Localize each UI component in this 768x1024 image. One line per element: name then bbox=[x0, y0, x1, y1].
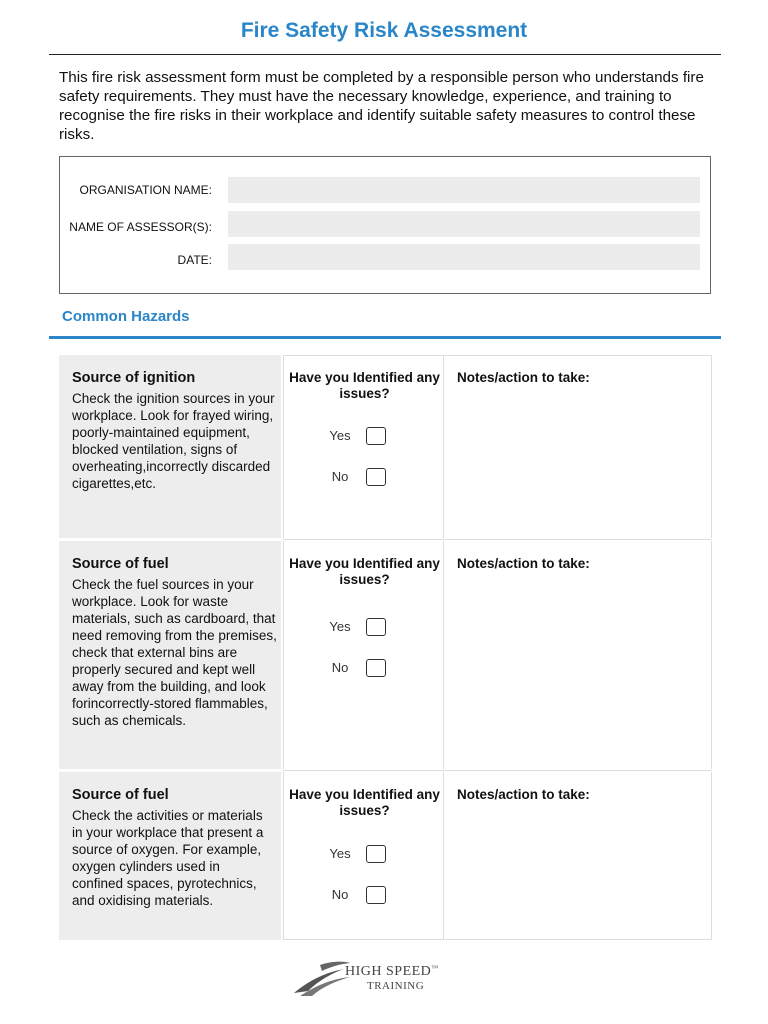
no-checkbox[interactable] bbox=[366, 468, 386, 486]
organisation-name-label: ORGANISATION NAME: bbox=[79, 183, 212, 197]
no-label: No bbox=[331, 660, 349, 675]
section-divider bbox=[49, 336, 721, 339]
hazard-title: Source of fuel bbox=[72, 787, 169, 803]
date-input[interactable] bbox=[228, 244, 700, 270]
page-title: Fire Safety Risk Assessment bbox=[240, 19, 528, 42]
row-divider bbox=[283, 539, 712, 540]
hazard-title: Source of ignition bbox=[72, 370, 196, 386]
hazard-info-cell bbox=[59, 355, 281, 538]
date-label: DATE: bbox=[177, 253, 212, 267]
yes-checkbox[interactable] bbox=[366, 618, 386, 636]
hazards-table bbox=[59, 355, 712, 940]
notes-label: Notes/action to take: bbox=[457, 787, 590, 802]
brand-name: HIGH SPEED™ bbox=[345, 964, 439, 979]
yes-checkbox[interactable] bbox=[366, 845, 386, 863]
yes-label: Yes bbox=[329, 428, 351, 443]
intro-paragraph: This fire risk assessment form must be completed by a responsible person who understands fire safety requirements. They must have the necessary knowledge, experience, and training to recognise the fire risks in their workplace and identify suitable safety measures to control these risks. bbox=[59, 69, 704, 143]
hazard-info-cell bbox=[59, 772, 281, 940]
yes-label: Yes bbox=[329, 846, 351, 861]
hazard-row bbox=[59, 541, 712, 769]
row-divider bbox=[283, 355, 712, 356]
hazard-row bbox=[59, 355, 712, 538]
hazard-description: Check the activities or materials in your workplace that present a source of oxygen. For example, oxygen cylinders used in confined spaces, pyrotechnics, and oxidising materials. bbox=[72, 808, 264, 908]
title-divider bbox=[49, 54, 721, 55]
hazard-description: Check the ignition sources in your workplace. Look for frayed wiring, poorly-maintained equipment, blocked ventilation, signs of overheating,incorrectly discarded cigarettes,etc. bbox=[72, 391, 275, 491]
hazard-title: Source of fuel bbox=[72, 556, 169, 572]
assessment-info-box bbox=[59, 156, 711, 294]
notes-label: Notes/action to take: bbox=[457, 556, 590, 571]
brand-subtitle: TRAINING bbox=[367, 980, 425, 992]
issues-question: Have you Identified any issues? bbox=[289, 787, 440, 818]
no-label: No bbox=[331, 469, 349, 484]
issues-cell bbox=[283, 355, 444, 538]
row-divider bbox=[283, 770, 712, 771]
issues-cell bbox=[283, 772, 444, 940]
hazard-info-cell bbox=[59, 541, 281, 769]
notes-cell[interactable] bbox=[445, 355, 712, 538]
yes-label: Yes bbox=[329, 619, 351, 634]
no-checkbox[interactable] bbox=[366, 886, 386, 904]
section-title: Common Hazards bbox=[62, 308, 190, 325]
hazard-description: Check the fuel sources in your workplace. Look for waste materials, such as cardboard, that need removing from the premises, check that external bins are properly secured and kept well away from the building, and look forincorrectly-stored flammables, such as chemicals. bbox=[72, 577, 277, 728]
organisation-name-input[interactable] bbox=[228, 177, 700, 203]
issues-question: Have you Identified any issues? bbox=[289, 556, 440, 587]
notes-label: Notes/action to take: bbox=[457, 370, 590, 385]
row-divider bbox=[283, 939, 712, 940]
assessor-name-label: NAME OF ASSESSOR(S): bbox=[69, 220, 212, 234]
assessor-name-input[interactable] bbox=[228, 211, 700, 237]
notes-cell[interactable] bbox=[445, 772, 712, 940]
issues-question: Have you Identified any issues? bbox=[289, 370, 440, 401]
notes-cell[interactable] bbox=[445, 541, 712, 769]
no-checkbox[interactable] bbox=[366, 659, 386, 677]
issues-cell bbox=[283, 541, 444, 769]
hazard-row bbox=[59, 772, 712, 940]
no-label: No bbox=[331, 887, 349, 902]
yes-checkbox[interactable] bbox=[366, 427, 386, 445]
